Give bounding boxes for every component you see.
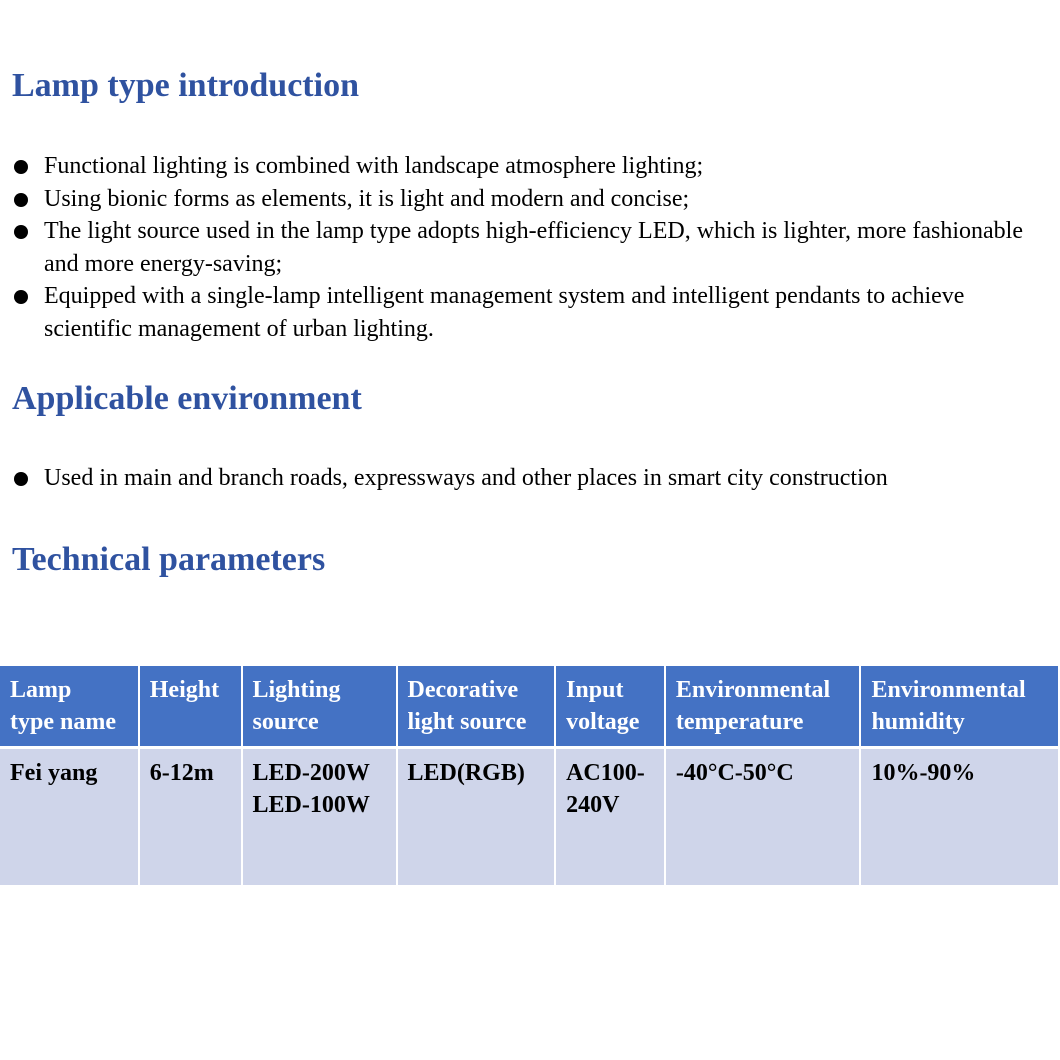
environment-bullet-list <box>12 462 1034 495</box>
header-lighting-source: Lighting source <box>243 666 396 749</box>
cell-input-voltage: AC100- 240V <box>556 749 664 885</box>
cell-decorative-light-source: LED(RGB) <box>398 749 555 885</box>
list-item: Used in main and branch roads, expressways and other places in smart city construction <box>12 462 1034 495</box>
cell-environmental-humidity: 10%-90% <box>861 749 1058 885</box>
section-title-technical-parameters: Technical parameters <box>12 541 326 578</box>
list-item: Equipped with a single-lamp intelligent management system and intelligent pendants to achieve scientific management of urban lighting. <box>12 280 1034 345</box>
header-height: Height <box>140 666 241 749</box>
technical-parameters-table <box>0 666 1060 885</box>
header-input-voltage: Input voltage <box>556 666 664 749</box>
section-title-applicable-environment: Applicable environment <box>12 380 362 417</box>
bullet-icon <box>14 290 28 304</box>
bullet-icon <box>14 472 28 486</box>
bullet-icon <box>14 225 28 239</box>
list-item: Using bionic forms as elements, it is light and modern and concise; <box>12 183 1034 216</box>
header-decorative-light-source: Decorative light source <box>398 666 555 749</box>
cell-lighting-source: LED-200W LED-100W <box>243 749 396 885</box>
cell-environmental-temperature: -40°C-50°C <box>666 749 860 885</box>
list-item: The light source used in the lamp type adopts high-efficiency LED, which is lighter, more fashionable and more energy-saving; <box>12 215 1034 280</box>
bullet-icon <box>14 160 28 174</box>
section-title-lamp-type-introduction: Lamp type introduction <box>12 67 359 104</box>
cell-height: 6-12m <box>140 749 241 885</box>
table-header-row <box>0 666 1058 749</box>
table-row <box>0 749 1058 885</box>
cell-lamp-type-name: Fei yang <box>0 749 138 885</box>
bullet-icon <box>14 193 28 207</box>
list-item: Functional lighting is combined with landscape atmosphere lighting; <box>12 150 1034 183</box>
intro-bullet-list <box>12 150 1034 345</box>
header-lamp-type-name: Lamp type name <box>0 666 138 749</box>
header-environmental-temperature: Environmental temperature <box>666 666 860 749</box>
header-environmental-humidity: Environmental humidity <box>861 666 1058 749</box>
